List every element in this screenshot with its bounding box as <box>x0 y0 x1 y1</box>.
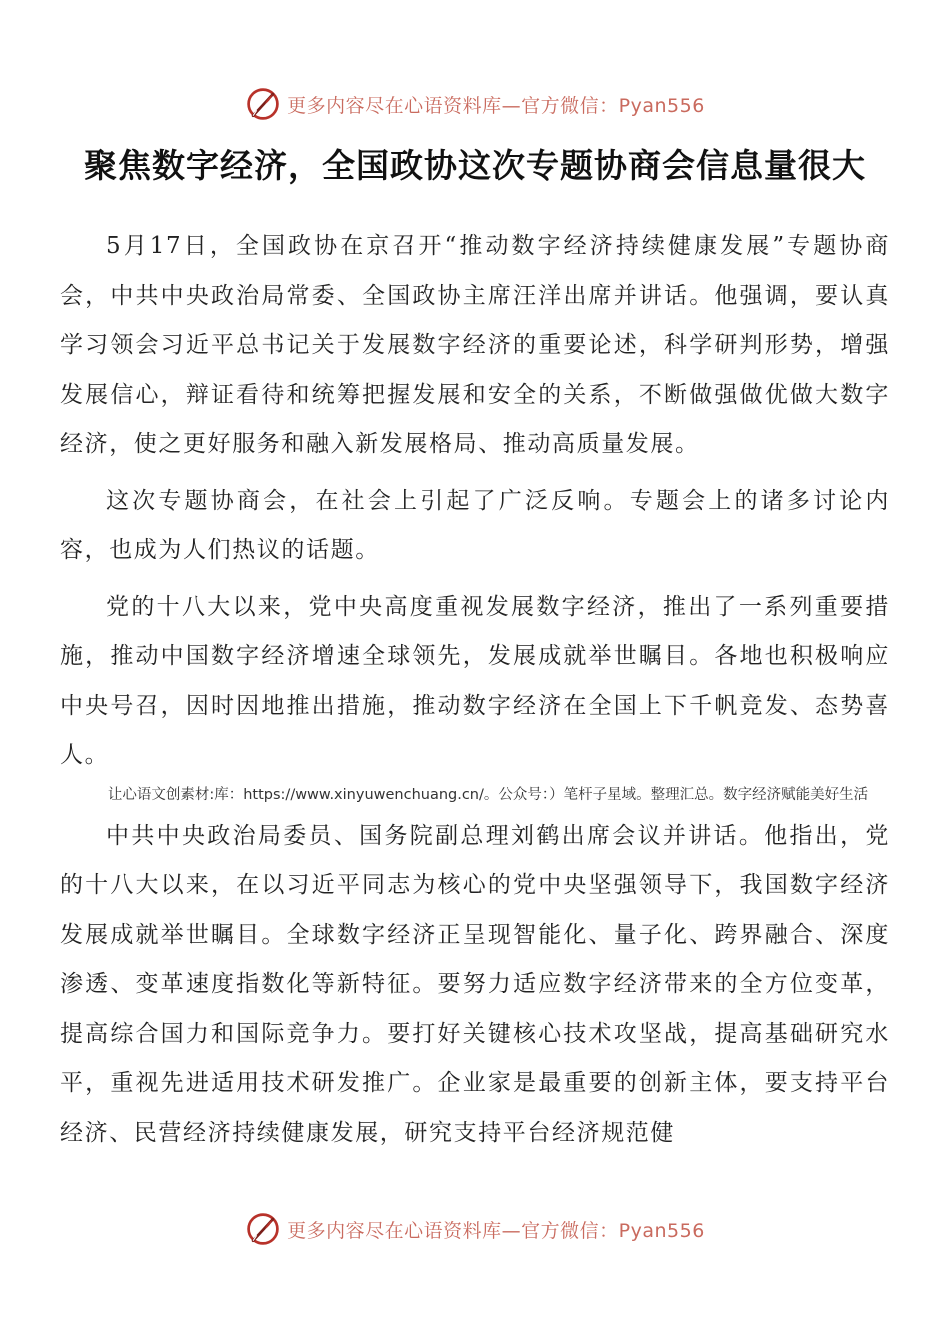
paragraph-1: 5月17日，全国政协在京召开“推动数字经济持续健康发展”专题协商会，中共中央政治局常委、全国政协主席汪洋出席并讲话。他强调，要认真学习领会习近平总书记关于发展数字经济的重要论述，科学研判形势，增强发展信心，辩证看待和统筹把握发展和安全的关系，不断做强做优做大数字经济，使之更好服务和融入新发展格局、推动高质量发展。 <box>60 233 890 457</box>
source-note: 让心语文创素材:库：https://www.xinyuwenchuang.cn/。公众号：）笔杆子星域。整理汇总。数字经济赋能美好生活 <box>107 786 869 803</box>
paragraph-2: 这次专题协商会，在社会上引起了广泛反响。专题会上的诸多讨论内容，也成为人们热议的话题。 <box>60 487 890 563</box>
paragraph-4: 中共中央政治局委员、国务院副总理刘鹤出席会议并讲话。他指出，党的十八大以来，在以习近平同志为核心的党中央坚强领导下，我国数字经济发展成就举世瞩目。全球数字经济正呈现智能化、量子化、跨界融合、深度渗透、变革速度指数化等新特征。要努力适应数字经济带来的全方位变革，提高综合国力和国际竞争力。要打好关键核心技术攻坚战，提高基础研究水平，重视先进适用技术研发推广。企业家是最重要的创新主体，要支持平台经济、民营经济持续健康发展，研究支持平台经济规范健 <box>60 822 890 1146</box>
footer-banner-text[interactable]: 更多内容尽在心语资料库—官方微信：Pyan556 <box>287 1219 705 1242</box>
header-banner[interactable] <box>0 80 950 128</box>
paragraph-3: 党的十八大以来，党中央高度重视发展数字经济，推出了一系列重要措施，推动中国数字经济增速全球领先，发展成就举世瞩目。各地也积极响应中央号召，因时因地推出措施，推动数字经济在全国上下千帆竞发、态势喜人。 <box>60 593 890 768</box>
page-title: 聚焦数字经济，全国政协这次专题协商会信息量很大 <box>84 146 866 185</box>
footer-banner[interactable] <box>0 1205 950 1253</box>
quill-pen-icon <box>245 1211 281 1247</box>
header-banner-text[interactable]: 更多内容尽在心语资料库—官方微信：Pyan556 <box>287 94 705 117</box>
quill-pen-icon <box>245 86 281 122</box>
article-body <box>60 222 890 1165</box>
